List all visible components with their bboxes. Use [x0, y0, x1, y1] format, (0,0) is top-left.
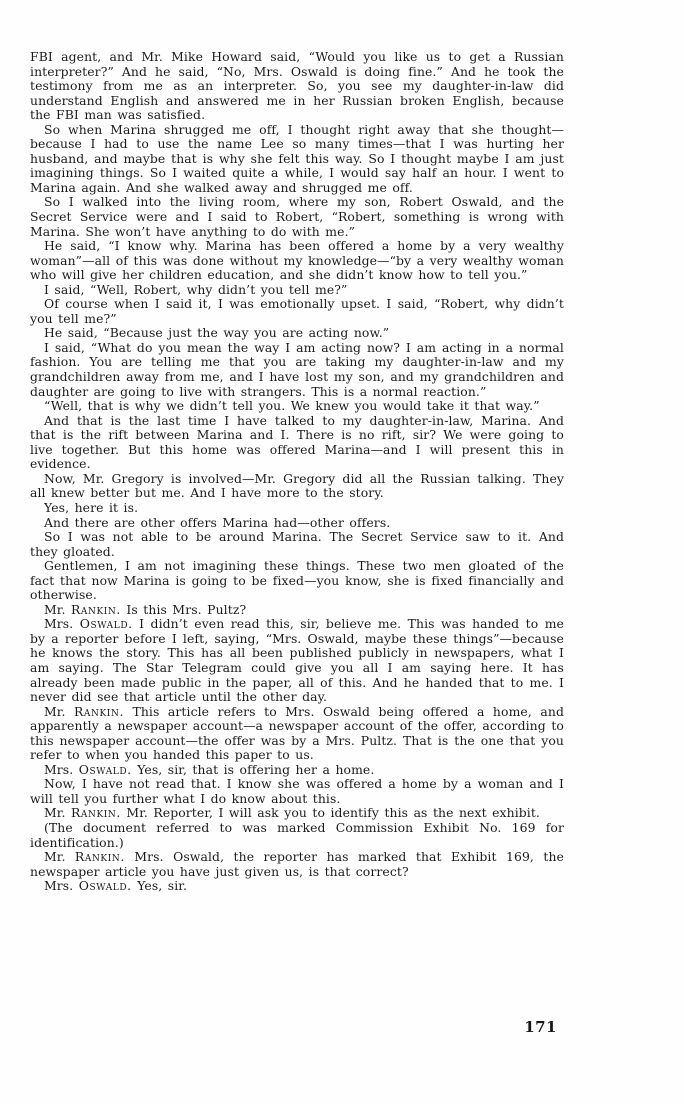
paragraph [30, 879, 564, 894]
paragraph-text: Is this Mrs. Pultz? [126, 601, 247, 617]
paragraph [30, 516, 564, 531]
speaker-name: Oswald. [78, 761, 132, 777]
paragraph [30, 414, 564, 472]
speaker-name: Rankin. [74, 849, 125, 865]
paragraph-text: So I was not able to be around Marina. The Secret Service saw to it. And they gloated. [30, 529, 564, 559]
paragraph [30, 239, 564, 283]
paragraph [30, 777, 564, 806]
paragraph [30, 472, 564, 501]
paragraph [30, 297, 564, 326]
paragraph-text: (The document referred to was marked Commission Exhibit No. 169 for identification.) [30, 819, 564, 850]
paragraph [30, 501, 564, 516]
speaker-name: Rankin. [73, 703, 124, 719]
paragraph [30, 195, 564, 239]
paragraph-text: He said, “I know why. Marina has been offered a home by a very wealthy woman”—all of this was done without my knowledge—“by a very wealthy woman who will give her children education, and she didn’t know how to tell you.” [30, 238, 564, 283]
speaker-name: Rankin. [70, 805, 121, 821]
paragraph [30, 617, 564, 704]
paragraph-text: This article refers to Mrs. Oswald being offered a home, and apparently a newspaper account—a newspaper account of the offer, according to this newspaper account—the offer was by a Mrs. Pultz. That is the one that you refer to when you handed this paper to us. [30, 703, 564, 763]
paragraph-text: Yes, sir. [137, 878, 187, 894]
paragraph [30, 850, 564, 879]
speaker-title: Mrs. [44, 616, 74, 632]
page-number: 171 [524, 1018, 557, 1036]
paragraph [30, 705, 564, 763]
paragraph [30, 341, 564, 399]
paragraph [30, 326, 564, 341]
paragraph-text: Of course when I said it, I was emotionally upset. I said, “Robert, why didn’t you tell me?” [30, 296, 564, 326]
paragraph [30, 50, 564, 123]
paragraph [30, 806, 564, 821]
speaker-title: Mr. [44, 601, 66, 617]
speaker-name: Oswald. [79, 616, 133, 632]
paragraph-text: Yes, sir, that is offering her a home. [137, 761, 375, 777]
paragraph [30, 559, 564, 603]
paragraph-text: I didn’t even read this, sir, believe me. This was handed to me by a reporter before I left, saying, “Mrs. Oswald, maybe these things”—because he knows the story. This has all been published publicly in newspapers, what I am saying. The Star Telegram could give you all I am saying here. It has already been made public in the paper, all of this. And he handed that to me. I never did see that article until the other day. [30, 616, 564, 705]
paragraph-text: And there are other offers Marina had—other offers. [44, 514, 391, 530]
speaker-title: Mrs. [44, 878, 74, 894]
paragraph [30, 603, 564, 618]
paragraph-text: So I walked into the living room, where my son, Robert Oswald, and the Secret Service were and I said to Robert, “Robert, something is wrong with Marina. She won’t have anything to do with me.” [30, 194, 564, 239]
speaker-name: Oswald. [78, 878, 132, 894]
paragraph [30, 123, 564, 196]
paragraph-text: And that is the last time I have talked to my daughter-in-law, Marina. And that is the rift between Marina and I. There is no rift, sir? We were going to live together. But this home was offered Marina—and I will present this in evidence. [30, 412, 564, 472]
paragraph [30, 399, 564, 414]
paragraph-text: “Well, that is why we didn’t tell you. We knew you would take it that way.” [44, 398, 540, 414]
paragraph-text: He said, “Because just the way you are acting now.” [44, 325, 390, 341]
paragraph-text: Yes, here it is. [44, 499, 139, 515]
paragraph-text: I said, “What do you mean the way I am acting now? I am acting in a normal fashion. You are telling me that you are taking my daughter-in-law and my grandchildren away from me, and I have lost my son, and my grandchildren and daughter are going to live with strangers. This is a normal reaction.” [30, 339, 564, 399]
paragraph [30, 821, 564, 850]
speaker-title: Mr. [44, 805, 66, 821]
speaker-title: Mrs. [44, 761, 74, 777]
paragraph-text: Mr. Reporter, I will ask you to identify this as the next exhibit. [126, 805, 540, 821]
speaker-title: Mr. [44, 703, 66, 719]
paragraph-text: Now, I have not read that. I know she was offered a home by a woman and I will tell you further what I do know about this. [30, 776, 564, 806]
speaker-title: Mr. [44, 849, 66, 865]
paragraph [30, 283, 564, 298]
paragraph [30, 763, 564, 778]
paragraph-text: I said, “Well, Robert, why didn’t you tell me?” [44, 281, 348, 297]
paragraph-text: So when Marina shrugged me off, I thought right away that she thought—because I had to use the name Lee so many times—that I was hurting her husband, and maybe that is why she felt this way. So I thought maybe I am just imagining things. So I waited quite a while, I would say half an hour. I went to Marina again. And she walked away and shrugged me off. [30, 121, 564, 195]
paragraph-text: Gentlemen, I am not imagining these things. These two men gloated of the fact that now Marina is going to be fixed—you know, she is fixed financially and otherwise. [30, 558, 564, 603]
paragraph-text: FBI agent, and Mr. Mike Howard said, “Would you like us to get a Russian interpreter?” And he said, “No, Mrs. Oswald is doing fine.” And he took the testimony from me as an interpreter. So, you see my daughter-in-law did understand English and answered me in her Russian broken English, because the FBI man was satisfied. [30, 49, 564, 123]
paragraph-text: Now, Mr. Gregory is involved—Mr. Gregory did all the Russian talking. They all knew better but me. And I have more to the story. [30, 470, 564, 501]
testimony-text [30, 50, 564, 894]
speaker-name: Rankin. [70, 601, 121, 617]
paragraph-text: Mrs. Oswald, the reporter has marked that Exhibit 169, the newspaper article you have just given us, is that correct? [30, 849, 564, 879]
paragraph [30, 530, 564, 559]
